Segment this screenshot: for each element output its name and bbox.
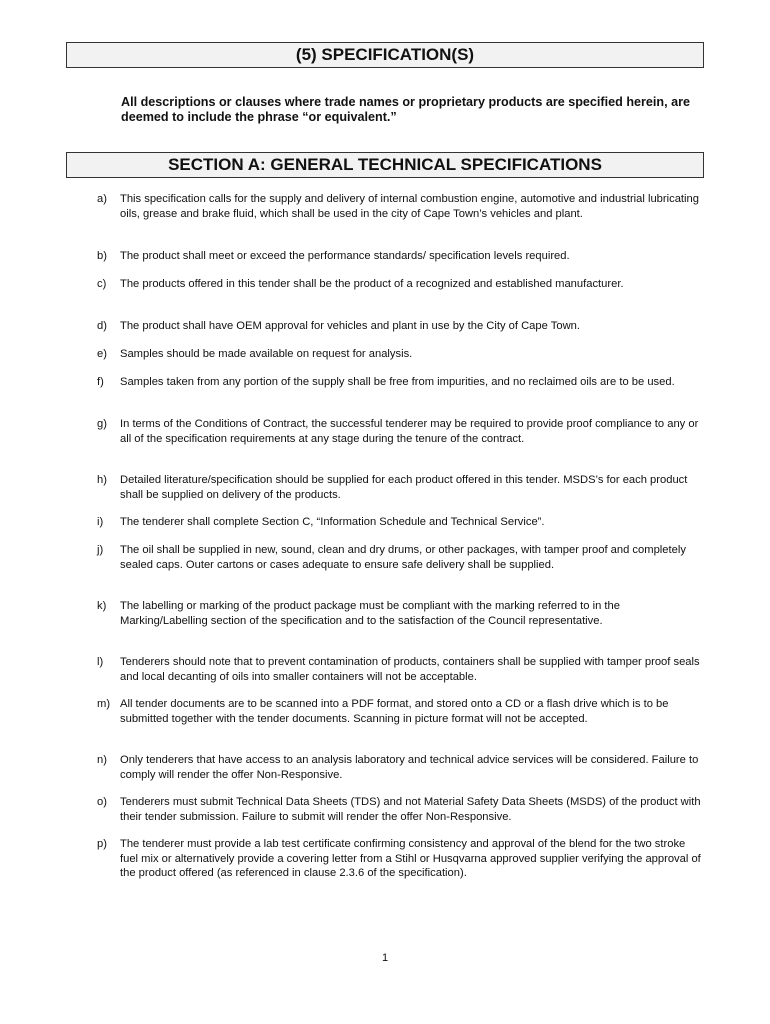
item-letter: g): [97, 418, 107, 430]
spec-item-d: [97, 319, 702, 334]
item-text: Only tenderers that have access to an analysis laboratory and technical advice services will be considered. Failure to comply will render the offer Non-Responsive.: [120, 754, 699, 781]
intro-paragraph: All descriptions or clauses where trade names or proprietary products are specified herein, are deemed to include the phrase “or equivalent.”: [121, 95, 691, 124]
item-text: Samples should be made available on request for analysis.: [120, 348, 413, 360]
item-text: Tenderers must submit Technical Data Sheets (TDS) and not Material Safety Data Sheets (MSDS) of the product with their tender submission. Failure to submit will render the offer Non-Responsive.: [120, 796, 701, 823]
page-title: (5) SPECIFICATION(S): [66, 42, 704, 68]
item-letter: e): [97, 348, 107, 360]
spec-item-b: [97, 249, 702, 264]
spec-item-n: [97, 753, 702, 782]
item-letter: m): [97, 698, 111, 710]
item-text: Samples taken from any portion of the supply shall be free from impurities, and no reclaimed oils are to be used.: [120, 376, 675, 388]
item-letter: f): [97, 376, 104, 388]
spec-item-o: [97, 795, 702, 824]
item-letter: h): [97, 474, 107, 486]
item-text: This specification calls for the supply and delivery of internal combustion engine, automotive and industrial lubricating oils, grease and brake fluid, which shall be used in the city of Cape Town’s vehicles and plant.: [120, 193, 699, 220]
item-text: All tender documents are to be scanned into a PDF format, and stored onto a CD or a flash drive which is to be submitted together with the tender documents. Scanning in picture format will not be accepted.: [120, 698, 669, 725]
item-letter: d): [97, 320, 107, 332]
spec-item-a: [97, 192, 702, 221]
item-letter: p): [97, 838, 107, 850]
item-letter: n): [97, 754, 107, 766]
item-text: The labelling or marking of the product package must be compliant with the marking referred to in the Marking/Labelling section of the specification and to the satisfaction of the Council representative.: [120, 600, 620, 627]
item-text: The product shall meet or exceed the performance standards/ specification levels required.: [120, 250, 570, 262]
item-text: Tenderers should note that to prevent contamination of products, containers shall be supplied with tamper proof seals and local decanting of oils into smaller containers will not be acceptable.: [120, 656, 700, 683]
spec-item-h: [97, 473, 702, 502]
spec-item-c: [97, 277, 702, 292]
spec-item-k: [97, 599, 702, 628]
spec-item-p: [97, 837, 702, 881]
item-letter: k): [97, 600, 107, 612]
spec-item-l: [97, 655, 702, 684]
item-text: The products offered in this tender shall be the product of a recognized and established manufacturer.: [120, 278, 624, 290]
item-text: The product shall have OEM approval for vehicles and plant in use by the City of Cape Town.: [120, 320, 580, 332]
item-letter: b): [97, 250, 107, 262]
spec-item-g: [97, 417, 702, 446]
item-letter: a): [97, 193, 107, 205]
item-letter: i): [97, 516, 104, 528]
spec-item-m: [97, 697, 702, 726]
item-letter: c): [97, 278, 107, 290]
item-text: The tenderer shall complete Section C, “Information Schedule and Technical Service”.: [120, 516, 545, 528]
page-number: 1: [381, 952, 389, 964]
item-text: In terms of the Conditions of Contract, the successful tenderer may be required to provide proof compliance to any or all of the specification requirements at any stage during the tenure of the contract.: [120, 418, 699, 445]
section-a-heading: SECTION A: GENERAL TECHNICAL SPECIFICATIONS: [66, 152, 704, 178]
spec-item-j: [97, 543, 702, 572]
item-text: The oil shall be supplied in new, sound, clean and dry drums, or other packages, with tamper proof and completely sealed caps. Outer cartons or cases adequate to ensure safe delivery shall be supplied.: [120, 544, 686, 571]
item-letter: j): [97, 544, 104, 556]
item-letter: o): [97, 796, 107, 808]
item-letter: l): [97, 656, 104, 668]
spec-item-i: [97, 515, 702, 530]
item-text: The tenderer must provide a lab test certificate confirming consistency and approval of the blend for the two stroke fuel mix or alternatively provide a covering letter from a Stihl or Husqvarna approved supplier verifying the approval of the product offered (as referenced in clause 2.3.6 of the specification).: [120, 838, 701, 880]
spec-item-e: [97, 347, 702, 362]
spec-item-f: [97, 375, 702, 390]
item-text: Detailed literature/specification should be supplied for each product offered in this tender. MSDS’s for each product shall be supplied on delivery of the products.: [120, 474, 688, 501]
